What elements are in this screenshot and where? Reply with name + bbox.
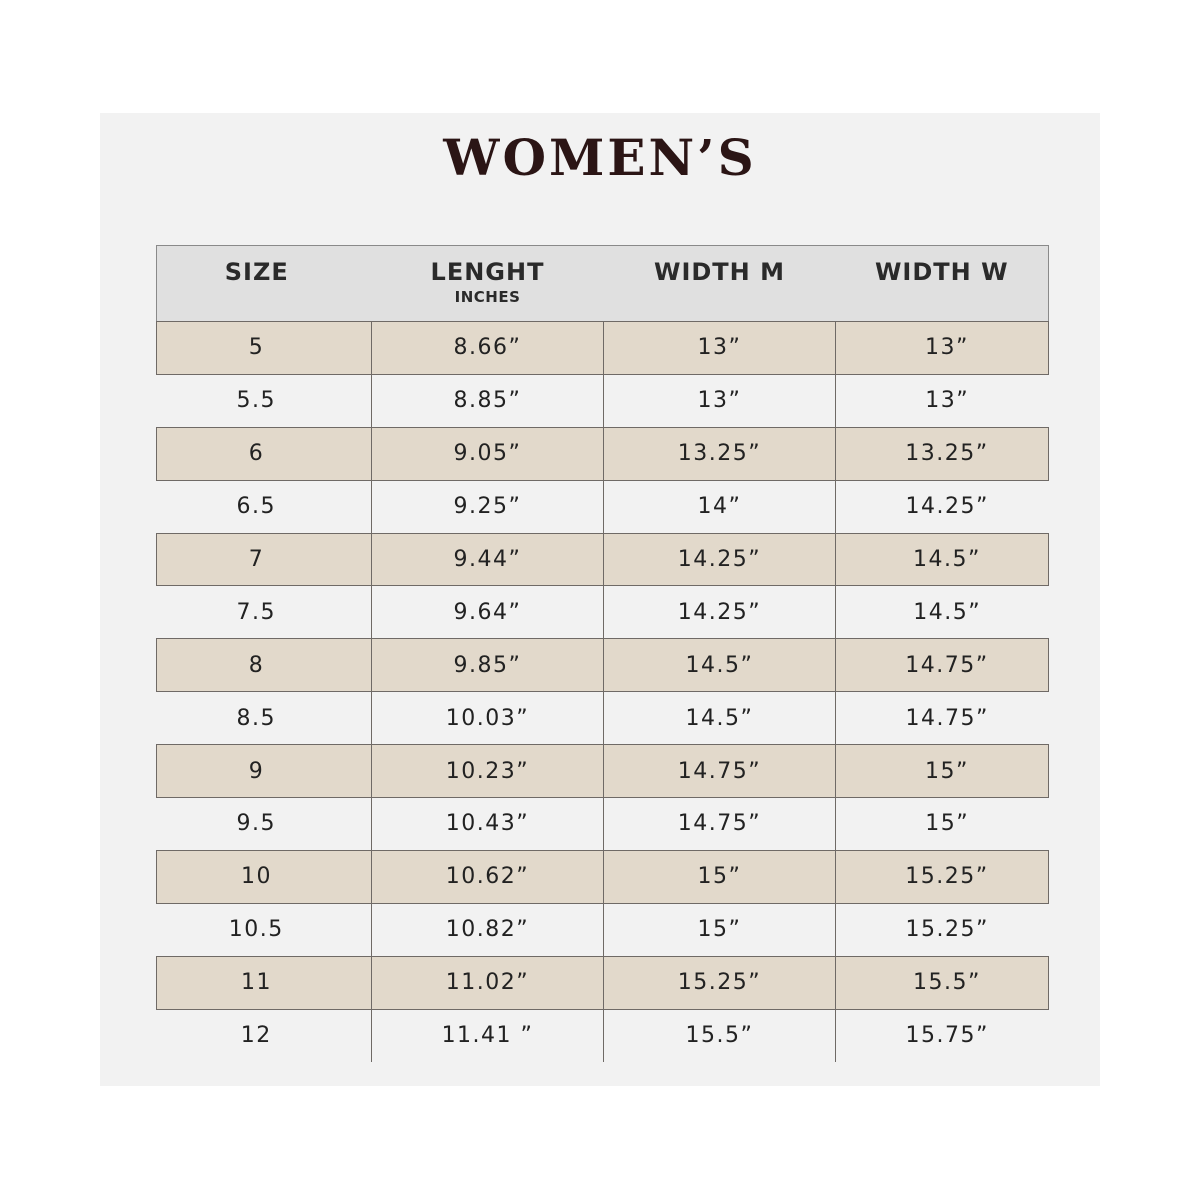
chart-title: WOMEN’S xyxy=(443,128,757,187)
cell-length: 9.05” xyxy=(372,427,604,480)
cell-width-w: 15” xyxy=(836,798,1049,851)
cell-width-m: 14.75” xyxy=(604,745,836,798)
table-row xyxy=(157,322,1049,375)
cell-size: 9 xyxy=(157,745,372,798)
table-row xyxy=(157,427,1049,480)
header-label: WIDTH W xyxy=(874,258,1009,286)
cell-size: 7.5 xyxy=(236,599,276,625)
header-row xyxy=(157,246,1049,322)
cell-length: 8.66” xyxy=(372,322,604,375)
cell-width-w: 15.5” xyxy=(836,956,1049,1009)
cell-width-m: 14.25” xyxy=(604,586,836,639)
cell-length: 9.25” xyxy=(372,480,604,533)
cell-width-w: 15.25” xyxy=(836,903,1049,956)
cell-width-m: 15” xyxy=(604,903,836,956)
cell-size: 11 xyxy=(157,956,372,1009)
table-row xyxy=(157,745,1049,798)
cell-width-w: 14.5” xyxy=(836,586,1049,639)
cell-width-w: 13” xyxy=(836,374,1049,427)
cell-width-w: 14.75” xyxy=(836,692,1049,745)
cell-width-m: 15.25” xyxy=(604,956,836,1009)
cell-length: 9.64” xyxy=(372,586,604,639)
cell-length: 11.02” xyxy=(372,956,604,1009)
cell-width-w: 13” xyxy=(836,322,1049,375)
table-row xyxy=(157,903,1049,956)
cell-length: 9.44” xyxy=(372,533,604,586)
cell-width-m: 15” xyxy=(604,850,836,903)
table-row xyxy=(157,798,1049,851)
cell-length: 11.41 ” xyxy=(372,1009,604,1062)
size-chart-table xyxy=(156,245,1049,1062)
cell-length: 10.23” xyxy=(372,745,604,798)
cell-width-w: 15” xyxy=(836,745,1049,798)
cell-width-m: 14.75” xyxy=(604,798,836,851)
header-label: WIDTH M xyxy=(653,258,786,286)
table-row xyxy=(157,639,1049,692)
header-size xyxy=(157,246,372,322)
table-row xyxy=(157,1009,1049,1062)
cell-size: 8 xyxy=(157,639,372,692)
cell-width-m: 15.5” xyxy=(604,1009,836,1062)
cell-width-m: 14.25” xyxy=(604,533,836,586)
cell-width-m: 14.5” xyxy=(604,692,836,745)
cell-size: 9.5 xyxy=(236,811,276,837)
header-length xyxy=(372,246,604,322)
header-width-w xyxy=(836,246,1049,322)
table-row xyxy=(157,586,1049,639)
cell-width-m: 13.25” xyxy=(604,427,836,480)
header-label: LENGHT xyxy=(430,258,545,286)
cell-size: 7 xyxy=(157,533,372,586)
cell-length: 10.62” xyxy=(372,850,604,903)
table-row xyxy=(157,850,1049,903)
cell-size: 10.5 xyxy=(228,917,284,943)
cell-width-w: 14.5” xyxy=(836,533,1049,586)
cell-width-m: 13” xyxy=(604,374,836,427)
cell-size: 10 xyxy=(157,850,372,903)
cell-size: 5.5 xyxy=(236,388,276,414)
cell-width-w: 15.25” xyxy=(836,850,1049,903)
table-row xyxy=(157,692,1049,745)
cell-width-m: 14” xyxy=(604,480,836,533)
cell-width-w: 13.25” xyxy=(836,427,1049,480)
cell-length: 10.82” xyxy=(372,903,604,956)
cell-size: 12 xyxy=(240,1023,272,1049)
header-width-m xyxy=(604,246,836,322)
cell-length: 10.03” xyxy=(372,692,604,745)
cell-length: 10.43” xyxy=(372,798,604,851)
cell-width-w: 14.75” xyxy=(836,639,1049,692)
table-row xyxy=(157,956,1049,1009)
cell-width-m: 13” xyxy=(604,322,836,375)
header-unit: INCHES xyxy=(454,288,521,306)
cell-size: 5 xyxy=(157,322,372,375)
cell-length: 8.85” xyxy=(372,374,604,427)
table-row xyxy=(157,533,1049,586)
cell-length: 9.85” xyxy=(372,639,604,692)
cell-width-w: 15.75” xyxy=(836,1009,1049,1062)
cell-width-w: 14.25” xyxy=(836,480,1049,533)
cell-size: 6.5 xyxy=(236,494,276,520)
cell-size: 8.5 xyxy=(236,705,276,731)
table-row xyxy=(157,374,1049,427)
cell-width-m: 14.5” xyxy=(604,639,836,692)
table-row xyxy=(157,480,1049,533)
cell-size: 6 xyxy=(157,427,372,480)
header-label: SIZE xyxy=(224,258,289,286)
